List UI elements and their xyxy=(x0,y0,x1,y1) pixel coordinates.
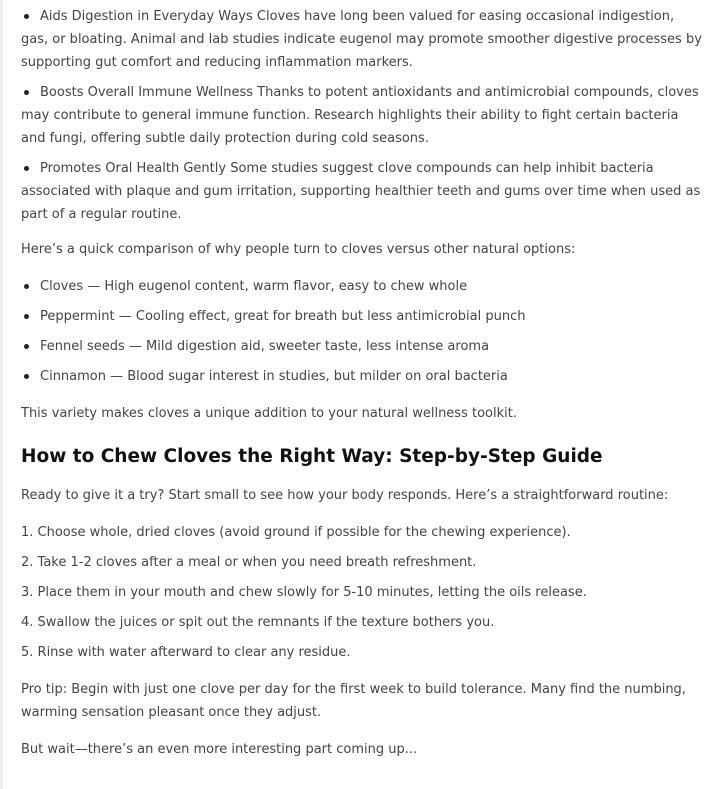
pro-tip: Pro tip: Begin with just one clove per day for the first week to build tolerance. Many find the numbing, warming sensation pleasant once they adjust. xyxy=(21,682,686,720)
section-heading: How to Chew Cloves the Right Way: Step-by-Step Guide xyxy=(21,446,603,467)
step-item: 3. Place them in your mouth and chew slowly for 5-10 minutes, letting the oils release. xyxy=(21,585,587,600)
comparison-intro: Here’s a quick comparison of why people turn to cloves versus other natural options: xyxy=(21,242,576,257)
list-item: Aids Digestion in Everyday Ways Cloves have long been valued for easing occasional indigestion, gas, or bloating. Animal and lab studies indicate eugenol may promote smoother digestive processes by supporting gut comfort and reducing inflammation markers. xyxy=(21,5,702,74)
teaser-text: But wait—there’s an even more interesting part coming up... xyxy=(21,742,418,757)
comparison-list xyxy=(21,275,702,388)
guide-intro: Ready to give it a try? Start small to see how your body responds. Here’s a straightforward routine: xyxy=(21,488,669,503)
list-item: Promotes Oral Health Gently Some studies suggest clove compounds can help inhibit bacteria associated with plaque and gum irritation, supporting healthier teeth and gums over time when used as part of a regular routine. xyxy=(21,157,702,226)
list-item: Peppermint — Cooling effect, great for breath but less antimicrobial punch xyxy=(21,305,702,328)
benefits-list xyxy=(21,5,702,226)
step-item: 1. Choose whole, dried cloves (avoid ground if possible for the chewing experience). xyxy=(21,525,571,540)
list-item: Boosts Overall Immune Wellness Thanks to potent antioxidants and antimicrobial compounds, cloves may contribute to general immune function. Research highlights their ability to fight certain bacteria and fungi, offering subtle daily protection during cold seasons. xyxy=(21,81,702,150)
step-item: 4. Swallow the juices or spit out the remnants if the texture bothers you. xyxy=(21,615,495,630)
list-item: Cinnamon — Blood sugar interest in studies, but milder on oral bacteria xyxy=(21,365,702,388)
list-item: Cloves — High eugenol content, warm flavor, easy to chew whole xyxy=(21,275,702,298)
step-item: 5. Rinse with water afterward to clear any residue. xyxy=(21,645,351,660)
step-item: 2. Take 1-2 cloves after a meal or when you need breath refreshment. xyxy=(21,555,477,570)
comparison-outro: This variety makes cloves a unique addition to your natural wellness toolkit. xyxy=(21,406,517,421)
list-item: Fennel seeds — Mild digestion aid, sweeter taste, less intense aroma xyxy=(21,335,702,358)
steps-list xyxy=(21,521,702,664)
